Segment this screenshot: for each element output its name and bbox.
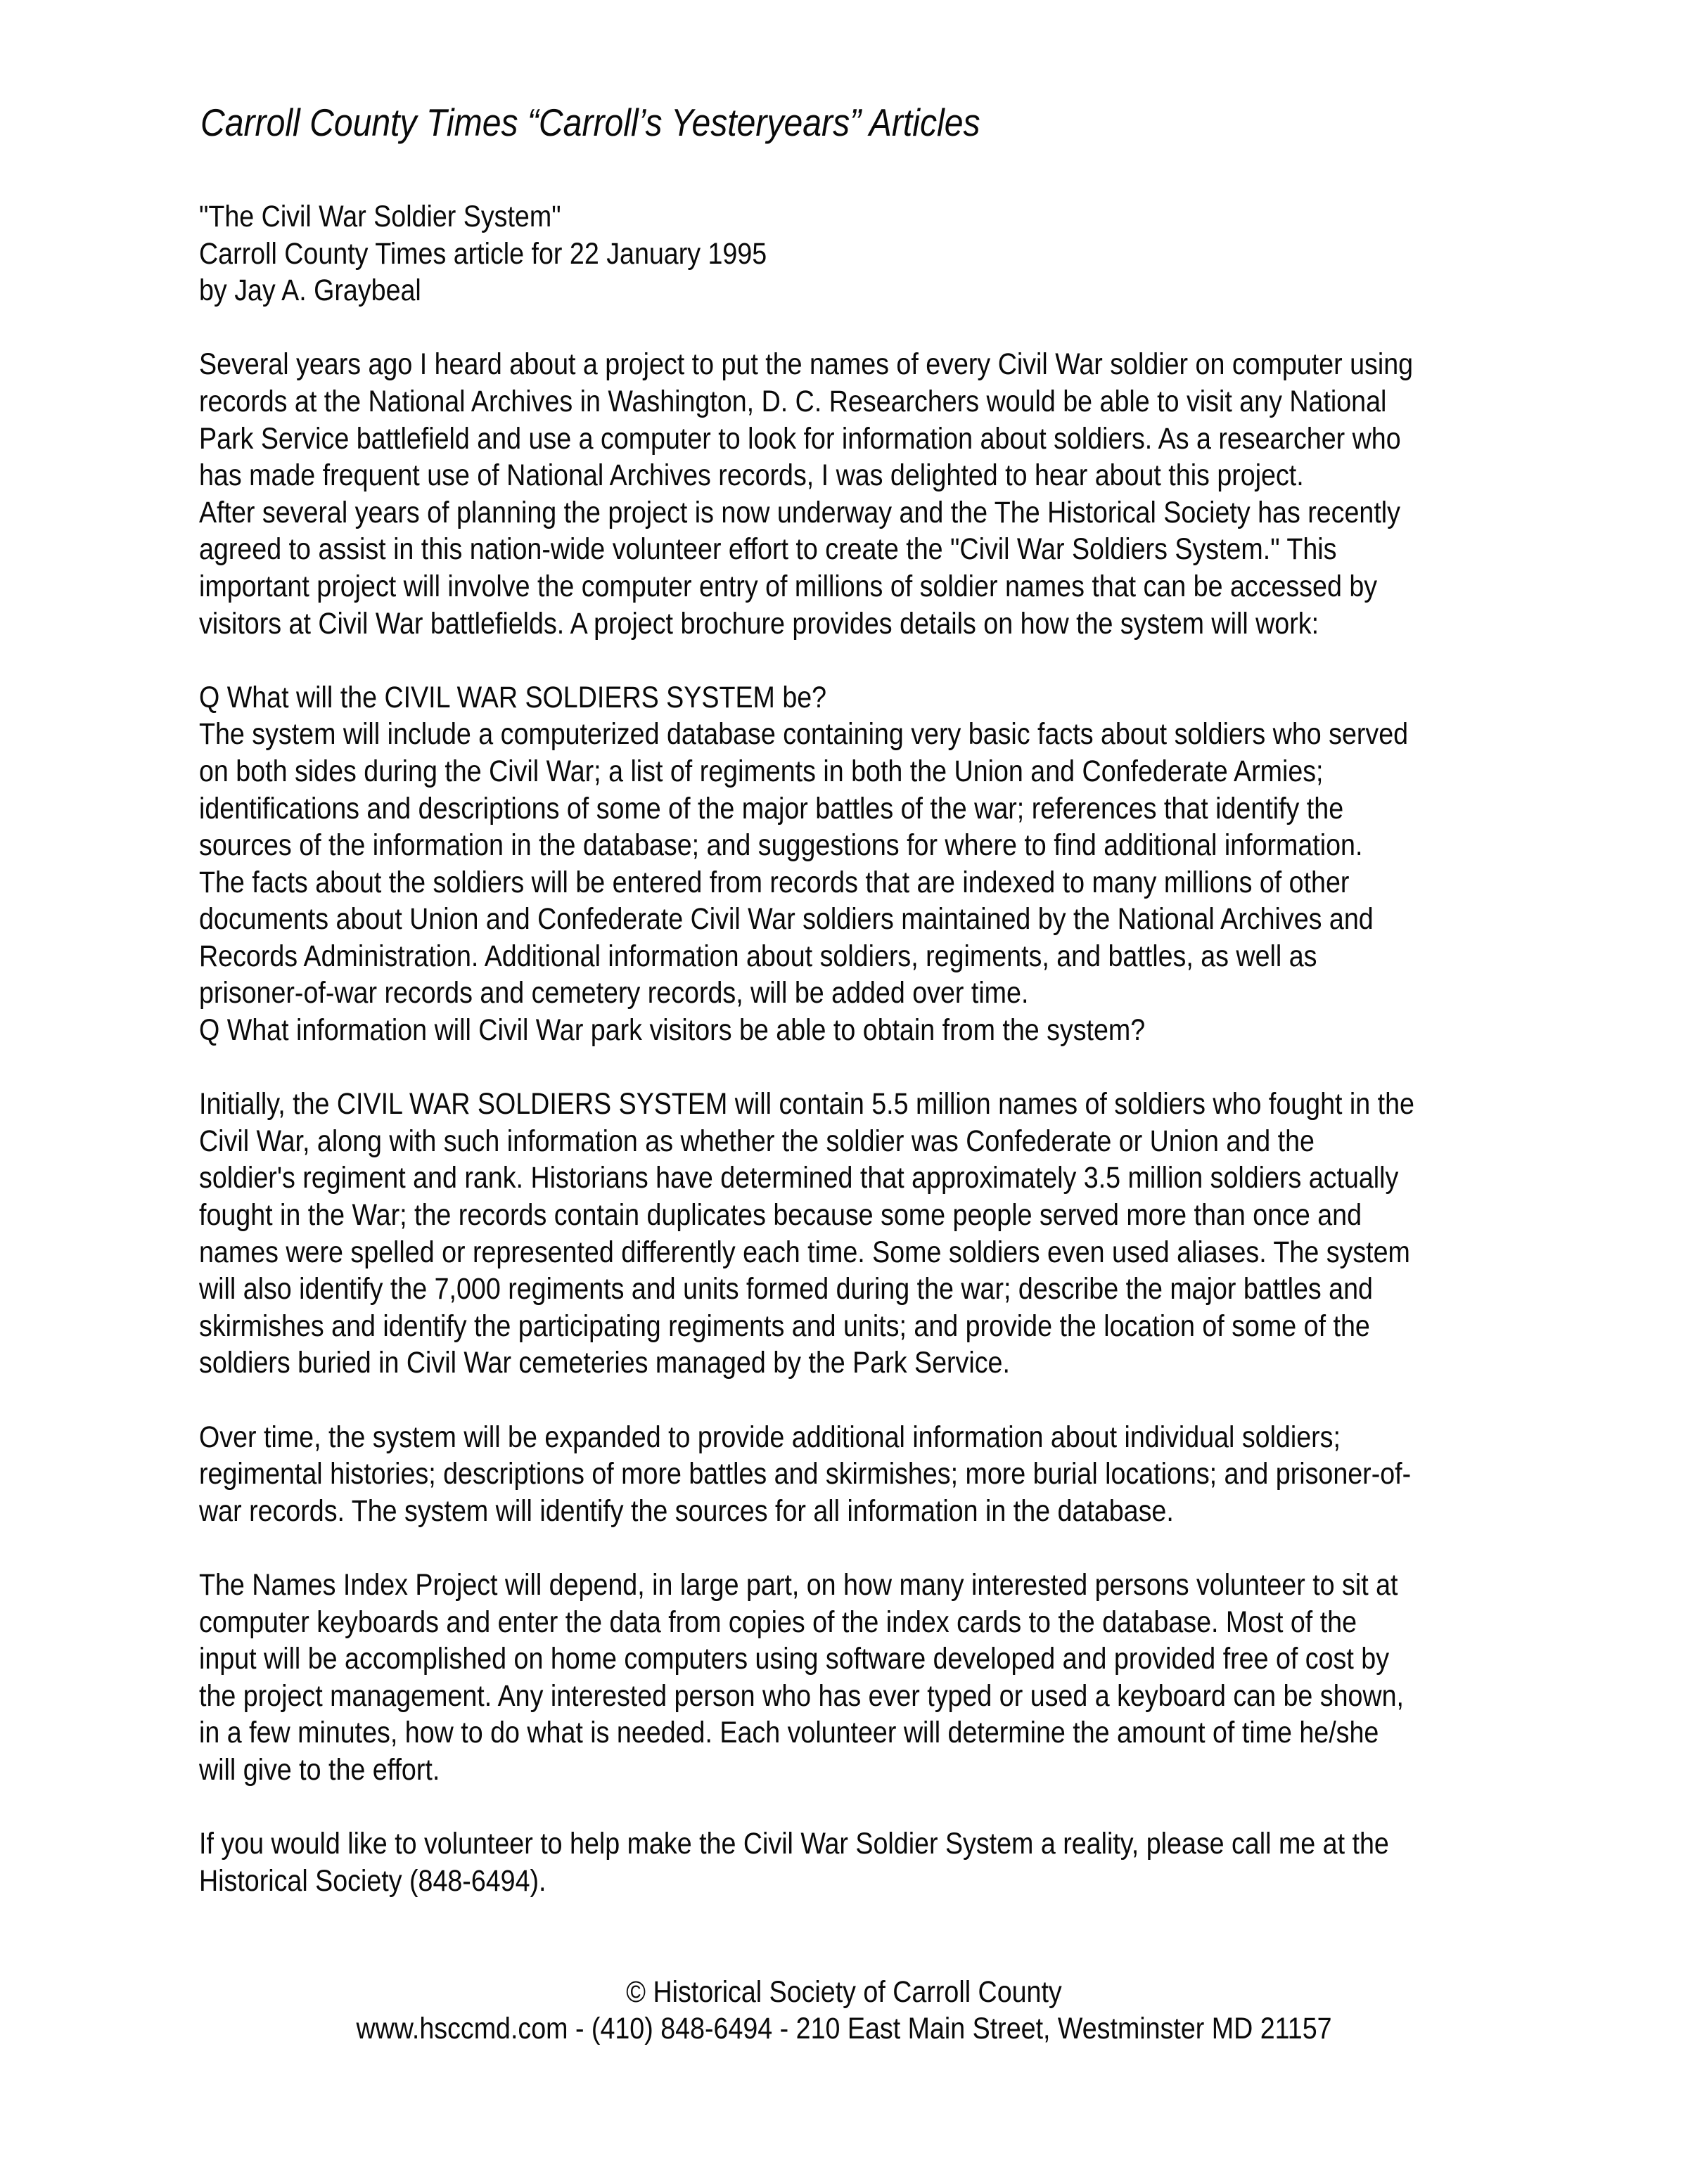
paragraph-line: documents about Union and Confederate Civil War soldiers maintained by the National Archives and [199,902,1374,937]
paragraph-line: Several years ago I heard about a project to put the names of every Civil War soldier on computer using [199,347,1414,382]
expansion-paragraph [199,1419,1606,1530]
paragraph-line: Initially, the CIVIL WAR SOLDIERS SYSTEM will contain 5.5 million names of soldiers who fought in the [199,1087,1414,1122]
paragraph-line: prisoner-of-war records and cemetery records, will be added over time. [199,976,1029,1010]
paragraph-line: skirmishes and identify the participating regiments and units; and provide the location of some of the [199,1309,1370,1343]
closing-paragraph [199,1825,1606,1899]
paragraph-line: will also identify the 7,000 regiments and units formed during the war; describe the major battles and [199,1272,1373,1306]
paragraph-line: important project will involve the computer entry of millions of soldier names that can be accessed by [199,569,1378,603]
paragraph-line: regimental histories; descriptions of more battles and skirmishes; more burial locations; and prisoner-of- [199,1457,1412,1491]
paragraph-line: names were spelled or represented differently each time. Some soldiers even used aliases. The system [199,1235,1410,1269]
article-body [199,198,1606,1899]
answer-2-paragraph [199,1086,1606,1382]
paragraph-line: Civil War, along with such information as whether the soldier was Confederate or Union and the [199,1124,1315,1158]
question-1: Q What will the CIVIL WAR SOLDIERS SYSTEM be? [199,680,827,714]
paragraph-line: The Names Index Project will depend, in large part, on how many interested persons volunteer to sit at [199,1567,1398,1602]
paragraph-line: soldiers buried in Civil War cemeteries managed by the Park Service. [199,1346,1010,1380]
paragraph-line: visitors at Civil War battlefields. A project brochure provides details on how the system will work: [199,606,1319,641]
paragraph-line: fought in the War; the records contain duplicates because some people served more than once and [199,1198,1362,1233]
paragraph-line: computer keyboards and enter the data from copies of the index cards to the database. Most of the [199,1605,1357,1639]
paragraph-line: war records. The system will identify the sources for all information in the database. [199,1494,1174,1528]
blank-line [199,1049,1430,1086]
article-byline: by Jay A. Graybeal [199,274,421,308]
page-footer [0,1974,1688,2047]
paragraph-line: will give to the effort. [199,1752,440,1787]
blank-line [199,1789,1430,1826]
article-headline: "The Civil War Soldier System" [199,200,561,233]
paragraph-line: input will be accomplished on home computers using software developed and provided free of cost by [199,1642,1390,1676]
intro-paragraph [199,346,1606,642]
paragraph-line: Historical Society (848-6494). [199,1863,546,1898]
names-index-paragraph [199,1567,1606,1789]
paragraph-line: has made frequent use of National Archives records, I was delighted to hear about this project. [199,458,1304,493]
question-2: Q What information will Civil War park visitors be able to obtain from the system? [199,1013,1146,1048]
paragraph-line: on both sides during the Civil War; a list of regiments in both the Union and Confederate Armies; [199,754,1324,788]
paragraph-line: If you would like to volunteer to help make the Civil War Soldier System a reality, please call me at the [199,1827,1389,1861]
paragraph-line: After several years of planning the project is now underway and the The Historical Society has recently [199,495,1400,529]
blank-line [199,642,1430,679]
footer-contact: www.hsccmd.com - (410) 848-6494 - 210 East Main Street, Westminster MD 21157 [356,2012,1332,2045]
blank-line [199,1382,1430,1419]
blank-line [199,1529,1430,1567]
blank-line [199,309,1430,347]
answer-1-paragraph [199,716,1606,1012]
paragraph-line: The facts about the soldiers will be entered from records that are indexed to many millions of other [199,865,1350,899]
paragraph-line: soldier's regiment and rank. Historians have determined that approximately 3.5 million soldiers actually [199,1161,1399,1195]
paragraph-line: the project management. Any interested person who has ever typed or used a keyboard can be shown, [199,1678,1404,1713]
paragraph-line: sources of the information in the database; and suggestions for where to find additional information. [199,828,1363,863]
article-dateline: Carroll County Times article for 22 January 1995 [199,236,767,271]
footer-copyright: © Historical Society of Carroll County [626,1975,1062,2009]
paragraph-line: in a few minutes, how to do what is needed. Each volunteer will determine the amount of time he/she [199,1716,1379,1750]
paragraph-line: Park Service battlefield and use a computer to look for information about soldiers. As a researcher who [199,421,1401,456]
paragraph-line: The system will include a computerized database containing very basic facts about soldiers who served [199,717,1409,752]
paragraph-line: records at the National Archives in Washington, D. C. Researchers would be able to visit any National [199,384,1387,418]
page-title: Carroll County Times “Carroll’s Yesteryears” Articles [200,101,980,144]
paragraph-line: agreed to assist in this nation-wide volunteer effort to create the "Civil War Soldiers System." This [199,532,1337,567]
paragraph-line: Records Administration. Additional information about soldiers, regiments, and battles, as well as [199,939,1317,973]
paragraph-line: identifications and descriptions of some of the major battles of the war; references that identify the [199,791,1344,826]
paragraph-line: Over time, the system will be expanded to provide additional information about individual soldiers; [199,1420,1341,1454]
